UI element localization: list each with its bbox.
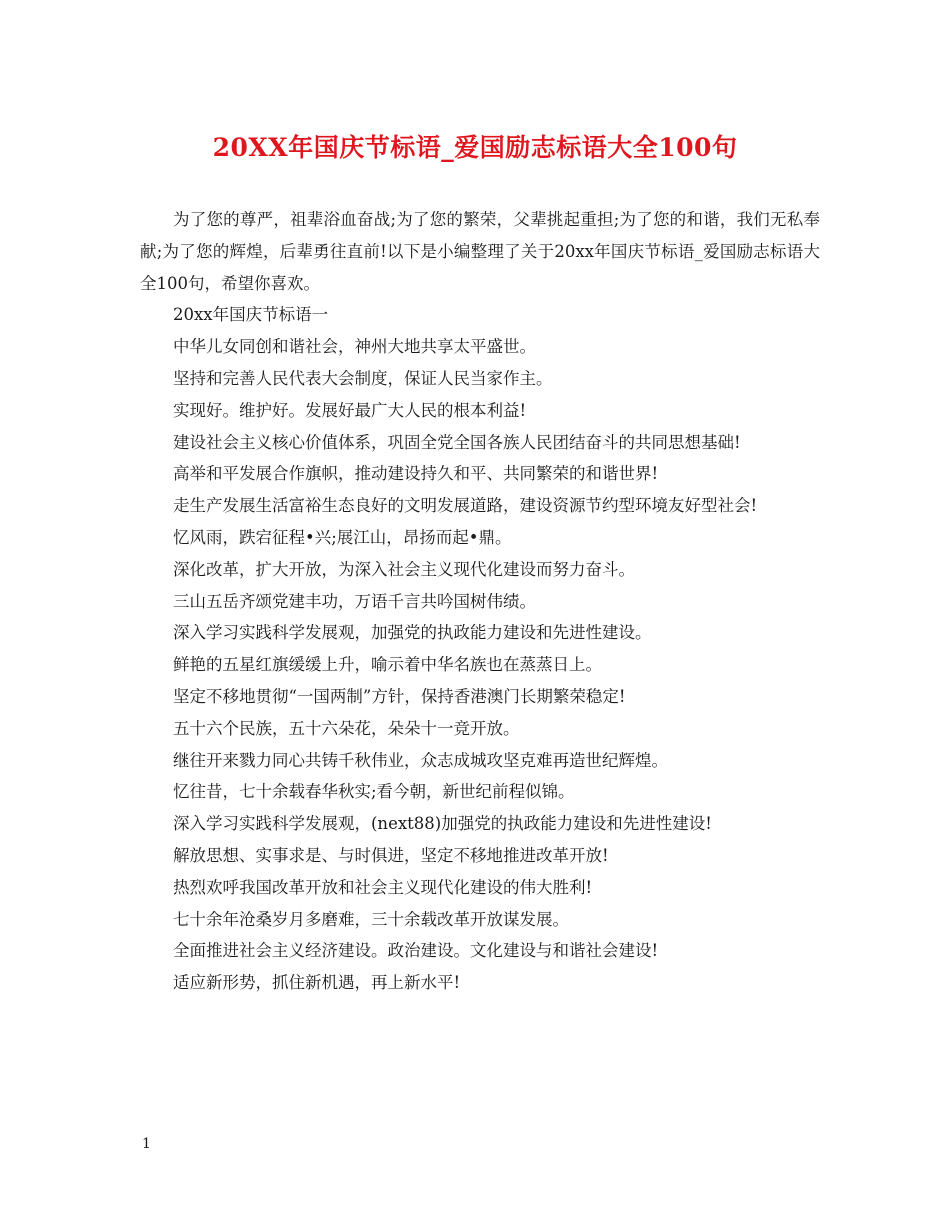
slogan-line: 坚定不移地贯彻“一国两制”方针，保持香港澳门长期繁荣稳定! [173,686,626,706]
document-body [140,204,820,999]
slogan-line: 坚持和完善人民代表大会制度，保证人民当家作主。 [173,368,553,388]
slogan-line: 建设社会主义核心价值体系，巩固全党全国各族人民团结奋斗的共同思想基础! [173,432,741,452]
slogan-line: 五十六个民族，五十六朵花，朵朵十一竞开放。 [173,718,520,738]
section-heading: 20xx年国庆节标语一 [173,305,329,325]
slogan-line: 走生产发展生活富裕生态良好的文明发展道路，建设资源节约型环境友好型社会! [173,496,758,516]
slogan-line: 深入学习实践科学发展观，(next88)加强党的执政能力建设和先进性建设! [173,814,712,834]
slogan-line: 中华儿女同创和谐社会，神州大地共享太平盛世。 [173,337,536,357]
slogan-line: 全面推进社会主义经济建设。政治建设。文化建设与和谐社会建设! [173,941,659,961]
document-title: 20XX年国庆节标语_爱国励志标语大全100句 [212,133,738,162]
slogan-line: 七十余年沧桑岁月多磨难，三十余载改革开放谋发展。 [173,909,569,929]
slogan-line: 适应新形势，抓住新机遇，再上新水平! [173,973,461,993]
slogan-line: 继往开来戮力同心共铸千秋伟业，众志成城攻坚克难再造世纪辉煌。 [173,750,668,770]
slogan-line: 三山五岳齐颂党建丰功，万语千言共吟国树伟绩。 [173,591,536,611]
slogan-line: 鲜艳的五星红旗缓缓上升，喻示着中华名族也在蒸蒸日上。 [173,655,602,675]
slogan-line: 热烈欢呼我国改革开放和社会主义现代化建设的伟大胜利! [173,877,593,897]
slogan-line: 忆风雨，跌宕征程•兴;展江山，昂扬而起•鼎。 [173,527,512,547]
slogan-line: 实现好。维护好。发展好最广大人民的根本利益! [173,400,527,420]
slogan-line: 深入学习实践科学发展观，加强党的执政能力建设和先进性建设。 [173,623,652,643]
slogan-line: 深化改革，扩大开放，为深入社会主义现代化建设而努力奋斗。 [173,559,635,579]
slogan-line: 高举和平发展合作旗帜，推动建设持久和平、共同繁荣的和谐世界! [173,464,659,484]
page-number: 1 [142,1136,151,1152]
slogan-line: 忆往昔，七十余载春华秋实;看今朝，新世纪前程似锦。 [173,782,575,802]
intro-paragraph: 为了您的尊严，祖辈浴血奋战;为了您的繁荣，父辈挑起重担;为了您的和谐，我们无私奉献;为了您的辉煌，后辈勇往直前!以下是小编整理了关于20xx年国庆节标语_爱国励志标语大全100句，希望你喜欢。 [140,210,820,293]
slogan-line: 解放思想、实事求是、与时俱进，坚定不移地推进改革开放! [173,845,609,865]
